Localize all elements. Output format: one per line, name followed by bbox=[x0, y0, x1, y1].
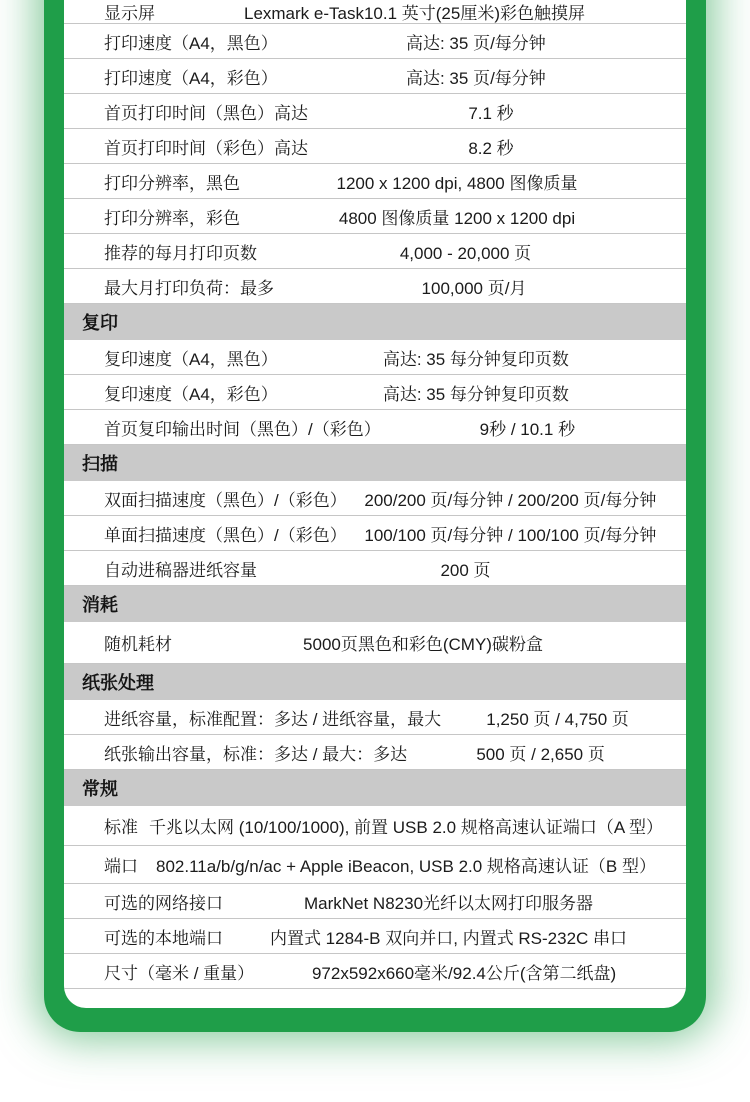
spec-row bbox=[64, 0, 686, 24]
spec-label: 双面扫描速度（黑色）/（彩色） bbox=[104, 490, 347, 510]
spec-label: 打印分辨率，黑色 bbox=[104, 173, 240, 193]
spec-row bbox=[64, 410, 686, 445]
spec-row bbox=[64, 622, 686, 664]
section-header: 消耗 bbox=[64, 586, 686, 622]
spec-row bbox=[64, 806, 686, 846]
spec-value: 高达: 35 每分钟复印页数 bbox=[382, 349, 569, 369]
spec-value: 4,000 - 20,000 页 bbox=[399, 243, 532, 263]
spec-label: 打印分辨率，彩色 bbox=[104, 208, 240, 228]
spec-label: 打印速度（A4，彩色） bbox=[104, 68, 278, 88]
spec-label: 尺寸（毫米 / 重量） bbox=[104, 963, 255, 983]
spec-value: 5000页黑色和彩色(CMY)碳粉盒 bbox=[303, 635, 543, 654]
spec-label: 标准 bbox=[104, 818, 138, 837]
spec-row bbox=[64, 269, 686, 304]
section-header: 纸张处理 bbox=[64, 664, 686, 700]
spec-value: 100,000 页/月 bbox=[421, 278, 527, 298]
spec-value: 1,250 页 / 4,750 页 bbox=[486, 709, 629, 729]
spec-table bbox=[64, 0, 686, 989]
spec-value: 高达: 35 每分钟复印页数 bbox=[382, 384, 569, 404]
spec-value: MarkNet N8230光纤以太网打印服务器 bbox=[303, 893, 594, 913]
spec-row bbox=[64, 164, 686, 199]
spec-label: 自动进稿器进纸容量 bbox=[104, 560, 257, 580]
spec-value: 高达: 35 页/每分钟 bbox=[405, 68, 546, 88]
spec-label: 打印速度（A4，黑色） bbox=[104, 33, 278, 53]
spec-value: 内置式 1284-B 双向并口, 内置式 RS-232C 串口 bbox=[269, 928, 628, 948]
spec-value: 972x592x660毫米/92.4公斤(含第二纸盘) bbox=[311, 963, 617, 983]
spec-row bbox=[64, 129, 686, 164]
spec-label: 单面扫描速度（黑色）/（彩色） bbox=[104, 525, 347, 545]
spec-value: 500 页 / 2,650 页 bbox=[476, 744, 605, 764]
spec-value: Lexmark e-Task10.1 英寸(25厘米)彩色触摸屏 bbox=[243, 4, 586, 23]
spec-value: 802.11a/b/g/n/ac + Apple iBeacon, USB 2.0 规格高速认证（B 型） bbox=[155, 857, 656, 876]
spec-label: 复印速度（A4，彩色） bbox=[104, 384, 278, 404]
spec-label: 推荐的每月打印页数 bbox=[104, 243, 257, 263]
spec-value: 1200 x 1200 dpi, 4800 图像质量 bbox=[336, 173, 578, 193]
spec-row bbox=[64, 24, 686, 59]
spec-row bbox=[64, 846, 686, 884]
green-frame-panel bbox=[44, 0, 706, 1032]
spec-row bbox=[64, 884, 686, 919]
spec-label: 进纸容量，标准配置：多达 / 进纸容量，最大 bbox=[104, 709, 442, 729]
spec-row bbox=[64, 199, 686, 234]
spec-row bbox=[64, 735, 686, 770]
spec-row bbox=[64, 954, 686, 989]
spec-label: 首页打印时间（黑色）高达 bbox=[104, 103, 308, 123]
spec-card bbox=[64, 0, 686, 1008]
spec-label: 首页复印输出时间（黑色）/（彩色） bbox=[104, 419, 381, 439]
section-header: 常规 bbox=[64, 770, 686, 806]
spec-value: 200/200 页/每分钟 / 200/200 页/每分钟 bbox=[364, 490, 657, 510]
spec-value: 9秒 / 10.1 秒 bbox=[479, 419, 576, 439]
spec-value: 千兆以太网 (10/100/1000), 前置 USB 2.0 规格高速认证端口（A 型） bbox=[149, 818, 663, 837]
section-header: 扫描 bbox=[64, 445, 686, 481]
spec-row bbox=[64, 59, 686, 94]
spec-row bbox=[64, 375, 686, 410]
spec-label: 显示屏 bbox=[104, 4, 155, 23]
spec-label: 端口 bbox=[104, 857, 138, 876]
spec-row bbox=[64, 481, 686, 516]
spec-label: 纸张输出容量，标准：多达 / 最大：多达 bbox=[104, 744, 408, 764]
spec-label: 可选的本地端口 bbox=[104, 928, 223, 948]
spec-value: 200 页 bbox=[440, 560, 491, 580]
spec-label: 复印速度（A4，黑色） bbox=[104, 349, 278, 369]
spec-row bbox=[64, 94, 686, 129]
spec-value: 高达: 35 页/每分钟 bbox=[405, 33, 546, 53]
spec-label: 随机耗材 bbox=[104, 635, 172, 654]
spec-row bbox=[64, 700, 686, 735]
spec-label: 首页打印时间（彩色）高达 bbox=[104, 138, 308, 158]
spec-value: 8.2 秒 bbox=[468, 138, 514, 158]
section-header: 复印 bbox=[64, 304, 686, 340]
spec-label: 最大月打印负荷：最多 bbox=[104, 278, 274, 298]
spec-row bbox=[64, 551, 686, 586]
spec-row bbox=[64, 340, 686, 375]
spec-value: 100/100 页/每分钟 / 100/100 页/每分钟 bbox=[364, 525, 657, 545]
spec-label: 可选的网络接口 bbox=[104, 893, 223, 913]
spec-value: 4800 图像质量 1200 x 1200 dpi bbox=[338, 208, 576, 228]
spec-row bbox=[64, 919, 686, 954]
spec-row bbox=[64, 234, 686, 269]
spec-row bbox=[64, 516, 686, 551]
spec-value: 7.1 秒 bbox=[468, 103, 514, 123]
